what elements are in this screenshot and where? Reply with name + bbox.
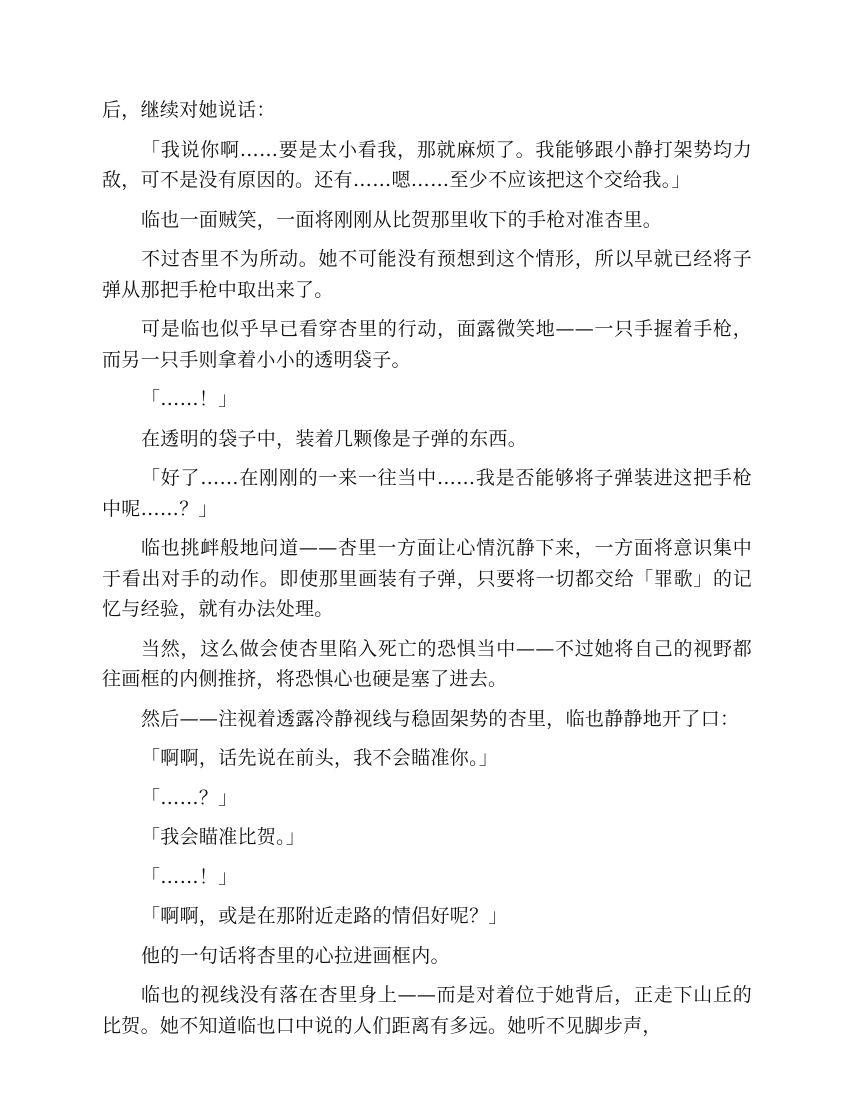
paragraph: 然后——注视着透露冷静视线与稳固架势的杏里，临也静静地开了口：: [141, 707, 740, 730]
paragraph: 可是临也似乎早已看穿杏里的行动，面露微笑地——一只手握着手枪，而另一只手则拿着小小的透明袋子。: [102, 318, 752, 371]
paragraph: 临也一面贼笑，一面将刚刚从比贺那里收下的手枪对准杏里。: [141, 208, 663, 231]
paragraph: 「啊啊，话先说在前头，我不会瞄准你。」: [141, 747, 499, 769]
paragraph: 后，继续对她说话：: [102, 99, 276, 121]
paragraph: 「啊啊，或是在那附近走路的情侣好呢？」: [141, 905, 508, 927]
paragraph: 「好了……在刚刚的一来一往当中……我是否能够将子弹装进这把手枪中呢……？」: [102, 467, 752, 520]
paragraph: 「……？」: [141, 786, 238, 809]
paragraph: 不过杏里不为所动。她不可能没有预想到这个情形，所以早就已经将子弹从那把手枪中取出来了。: [102, 248, 752, 301]
paragraph: 「我会瞄准比贺。」: [141, 826, 306, 848]
paragraph: 「……！」: [141, 865, 238, 888]
body-text: [102, 95, 752, 1050]
paragraph: 临也的视线没有落在杏里身上——而是对着位于她背后，正走下山丘的比贺。她不知道临也口中说的人们距离有多远。她听不见脚步声，: [102, 984, 752, 1037]
paragraph: 他的一句话将杏里的心拉进画框内。: [141, 944, 450, 967]
paragraph: 当然，这么做会使杏里陷入死亡的恐惧当中——不过她将自己的视野都往画框的内侧推挤，将恐惧心也硬是塞了进去。: [102, 637, 752, 690]
paragraph: 在透明的袋子中，装着几颗像是子弹的东西。: [141, 427, 528, 450]
paragraph: 临也挑衅般地问道——杏里一方面让心情沉静下来，一方面将意识集中于看出对手的动作。即使那里画装有子弹，只要将一切都交给「罪歌」的记忆与经验，就有办法处理。: [102, 537, 752, 620]
paragraph: 「……！」: [141, 388, 238, 410]
paragraph: 「我说你啊……要是太小看我，那就麻烦了。我能够跟小静打架势均力敌，可不是没有原因的。还有……嗯……至少不应该把这个交给我。」: [102, 138, 752, 191]
